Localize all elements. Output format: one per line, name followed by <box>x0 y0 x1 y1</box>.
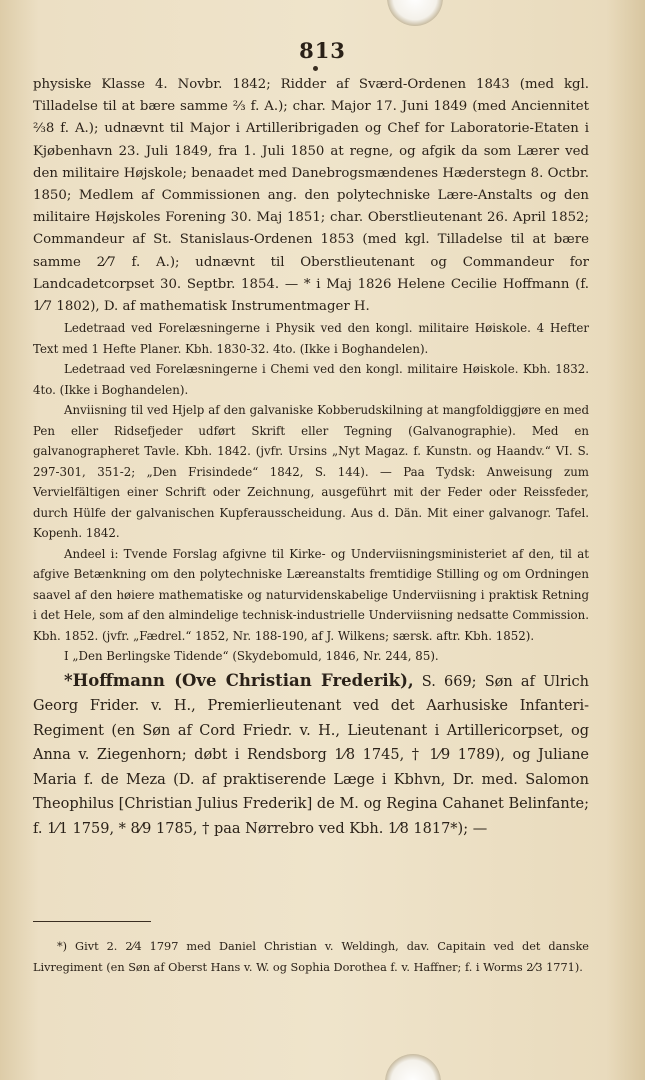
page-number: 813 <box>299 38 346 63</box>
paragraph: Ledetraad ved Forelæsningerne i Chemi ved den kongl. militaire Høiskole. Kbh. 1832. 4to. (Ikke i Boghandelen). <box>33 362 589 397</box>
paragraph: Anviisning til ved Hjelp af den galvaniske Kobberudskilning at mangfoldiggjøre en med Pen eller Ridsefjeder udført Skrift eller Tegning (Galvanographie). Med en galvanographeret Tavle. Kbh. 1842. (jvfr. Ursins „Nyt Magaz. f. Kunstn. og Haandv.“ VI. S. 297-301, 351-2; „Den Frisindede“ 1842, S. 144). — Paa Tydsk: Anweisung zum Vervielfältigen einer Schrift oder Zeichnung, ausgeführt mit der Feder oder Reissfeder, durch Hülfe der galvanischen Kupferausscheidung. Aus d. Dän. Mit einer galvanogr. Tafel. Kopenh. 1842. <box>33 403 589 541</box>
paragraph: I „Den Berlingske Tidende“ (Skydebomuld, 1846, Nr. 244, 85). <box>64 649 439 664</box>
biography-entry <box>33 669 589 842</box>
paragraph: physiske Klasse 4. Novbr. 1842; Ridder af Sværd-Ordenen 1843 (med kgl. Tilladelse til at bære samme ⅔ f. A.); char. Major 17. Juni 1849 (med Anciennitet ⅔8 f. A.); udnævnt til Major i Artilleribrigaden og Chef for Laboratorie-Etaten i Kjøbenhavn 23. Juli 1849, fra 1. Juli 1850 at regne, og afgik da som Lærer ved den militaire Højskole; benaadet med Danebrogsmændenes Hæderstegn 8. Octbr. 1850; Medlem af Commissionen ang. den polytechniske Lære-Anstalts og den militaire Højskoles Forening 30. Maj 1851; char. Oberstlieutenant 26. April 1852; Commandeur af St. Stanislaus-Ordenen 1853 (med kgl. Tilladelse til at bære samme 2⁄7 f. A.); udnævnt til Oberstlieutenant og Commandeur for Landcadetcorpset 30. Septbr. 1854. — * i Maj 1826 Helene Cecilie Hoffmann (f. 1⁄7 1802), D. af mathematisk Instrumentmager H. <box>33 77 589 315</box>
paragraph: Ledetraad ved Forelæsningerne i Physik ved den kongl. militaire Høiskole. 4 Hefter Text med 1 Hefte Planer. Kbh. 1830-32. 4to. (Ikke i Boghandelen). <box>33 321 589 356</box>
footnote-text: *) Givt 2. 2⁄4 1797 med Daniel Christian v. Weldingh, dav. Capitain ved det danske Livregiment (en Søn af Oberst Hans v. W. og Sophia Dorothea f. v. Haffner; f. i Worms 2⁄3 1771). <box>33 940 589 974</box>
ink-dot <box>313 66 318 71</box>
footnote-divider <box>33 921 151 922</box>
page-punch-hole <box>387 0 443 26</box>
entry-text: S. 669; Søn af Ulrich Georg Frider. v. H., Premierlieutenant ved det Aarhusiske Infanteri-Regiment (en Søn af Cord Friedr. v. H., Lieutenant i Artillericorpset, og Anna v. Ziegenhorn; døbt i Rendsborg 1⁄8 1745, † 1⁄9 1789), og Juliane Maria f. de Meza (D. af praktiserende Læge i Kbhvn, Dr. med. Salomon Theophilus [Christian Julius Frederik] de M. og Regina Cahanet Belinfante; f. 1⁄1 1759, * 8⁄9 1785, † paa Nørrebro ved Kbh. 1⁄8 1817*); — <box>33 673 589 837</box>
entry-name: *Hoffmann (Ove Christian Frederik), <box>64 670 414 690</box>
paragraph: Andeel i: Tvende Forslag afgivne til Kirke- og Underviisningsministeriet af den, til at afgive Betænkning om den polytechniske Læreanstalts fremtidige Stilling og om Ordningen saavel af den høiere mathematiske og naturvidenskabelige Underviisning i praktisk Retning i det Hele, som af den almindelige technisk-industrielle Underviisning nedsatte Commission. Kbh. 1852. (jvfr. „Fædrel.“ 1852, Nr. 188-190, af J. Wilkens; særsk. aftr. Kbh. 1852). <box>33 546 589 643</box>
main-text <box>33 74 589 841</box>
footnote <box>33 937 589 978</box>
page-punch-hole <box>385 1054 441 1080</box>
